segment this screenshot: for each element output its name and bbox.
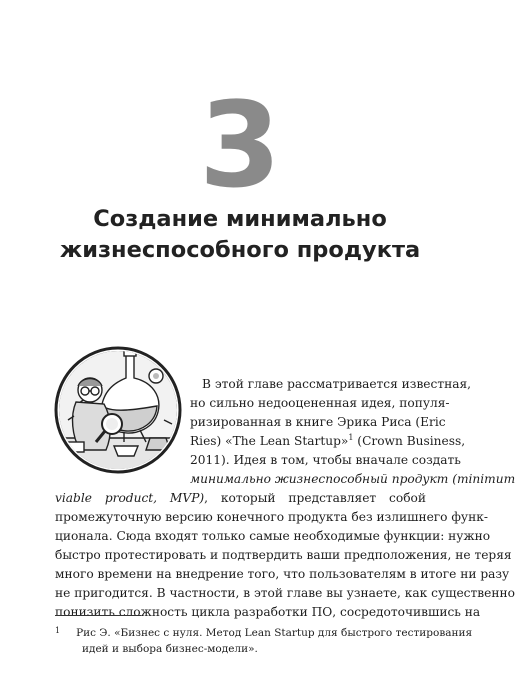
body-text: [55, 375, 515, 622]
body-line-segment: (Crown Business,: [353, 434, 466, 448]
body-line: но сильно недооцененная идея, популя-: [190, 396, 450, 410]
footnote-marker: 1: [55, 626, 61, 635]
footnote: [55, 625, 473, 657]
body-line-segment: Ries) «The Lean Startup»: [190, 434, 349, 448]
chapter-title-line-1: Создание минимально: [93, 206, 387, 232]
body-line: много времени на внедрение того, что пользователям в итоге ни разу: [55, 567, 510, 581]
footnote-line: [55, 625, 473, 641]
body-line: В этой главе рассматривается известная,: [202, 377, 472, 391]
body-line: [190, 432, 466, 451]
body-line: быстро протестировать и подтвердить ваши предположения, не теряя: [55, 548, 512, 562]
footnote-text: Рис Э. «Бизнес с нуля. Метод Lean Startup для быстрого тестирования: [76, 627, 473, 639]
footnote-reference[interactable]: 1: [348, 432, 354, 442]
body-line: промежуточную версию конечного продукта без излишнего функ-: [55, 510, 488, 524]
body-line: 2011). Идея в том, чтобы вначале создать: [190, 453, 461, 467]
body-line-emphasis: минимально жизнеспособный продукт (minimum: [190, 472, 515, 486]
chapter-number: 3: [198, 76, 282, 214]
body-line-emphasis: viable product, MVP): [55, 491, 205, 505]
chapter-title: [40, 204, 440, 266]
body-line: ризированная в книге Эрика Риса (Eric: [190, 415, 446, 429]
body-line-segment: , который представляет собой: [204, 491, 426, 505]
body-line: не пригодится. В частности, в этой главе вы узнаете, как существенно: [55, 586, 515, 600]
footnote-divider: [55, 615, 141, 616]
chapter-title-line-2: жизнеспособного продукта: [59, 237, 421, 263]
body-line: понизить сложность цикла разработки ПО, сосредоточившись на: [55, 605, 481, 619]
body-line: ционала. Сюда входят только самые необходимые функции: нужно: [55, 529, 491, 543]
footnote-line: идей и выбора бизнес-модели».: [82, 643, 258, 655]
body-line: [55, 489, 426, 508]
